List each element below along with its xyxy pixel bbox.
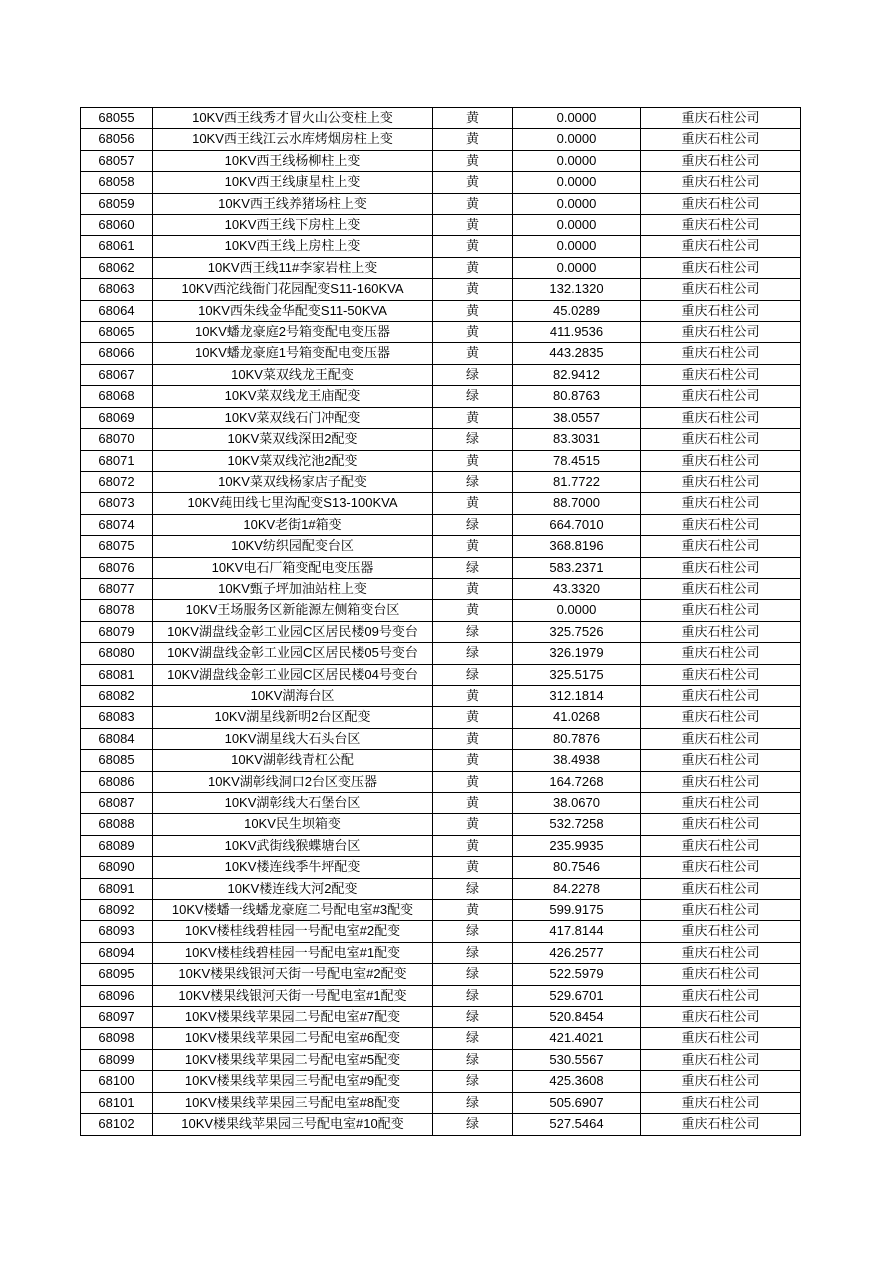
- cell-status: 黄: [433, 793, 513, 814]
- cell-value: 0.0000: [513, 236, 641, 257]
- table-row: [81, 172, 801, 193]
- data-table: [80, 107, 801, 1136]
- cell-id: 68063: [81, 279, 153, 300]
- cell-id: 68083: [81, 707, 153, 728]
- table-row: [81, 985, 801, 1006]
- cell-status: 黄: [433, 215, 513, 236]
- table-row: [81, 921, 801, 942]
- cell-name: 10KV楼桂线碧桂园一号配电室#1配变: [153, 942, 433, 963]
- cell-name: 10KV湖彰线洞口2台区变压器: [153, 771, 433, 792]
- cell-status: 绿: [433, 878, 513, 899]
- table-row: [81, 257, 801, 278]
- table-row: [81, 1049, 801, 1070]
- cell-company: 重庆石柱公司: [641, 793, 801, 814]
- cell-value: 325.7526: [513, 621, 641, 642]
- cell-id: 68078: [81, 600, 153, 621]
- cell-status: 绿: [433, 643, 513, 664]
- table-row: [81, 685, 801, 706]
- cell-name: 10KV老街1#箱变: [153, 514, 433, 535]
- cell-name: 10KV菜双线龙王配变: [153, 364, 433, 385]
- cell-status: 绿: [433, 621, 513, 642]
- cell-status: 黄: [433, 857, 513, 878]
- cell-value: 88.7000: [513, 493, 641, 514]
- cell-value: 411.9536: [513, 322, 641, 343]
- cell-value: 0.0000: [513, 172, 641, 193]
- table-row: [81, 386, 801, 407]
- cell-company: 重庆石柱公司: [641, 643, 801, 664]
- cell-company: 重庆石柱公司: [641, 857, 801, 878]
- cell-status: 绿: [433, 664, 513, 685]
- cell-status: 绿: [433, 429, 513, 450]
- cell-id: 68081: [81, 664, 153, 685]
- table-row: [81, 771, 801, 792]
- table-row: [81, 364, 801, 385]
- cell-name: 10KV菜双线石门冲配变: [153, 407, 433, 428]
- cell-status: 绿: [433, 942, 513, 963]
- cell-status: 黄: [433, 728, 513, 749]
- cell-name: 10KV楼果线苹果园三号配电室#8配变: [153, 1092, 433, 1113]
- cell-company: 重庆石柱公司: [641, 1049, 801, 1070]
- cell-id: 68094: [81, 942, 153, 963]
- cell-status: 黄: [433, 172, 513, 193]
- cell-value: 368.8196: [513, 536, 641, 557]
- table-row: [81, 728, 801, 749]
- cell-value: 583.2371: [513, 557, 641, 578]
- cell-status: 黄: [433, 600, 513, 621]
- cell-status: 绿: [433, 471, 513, 492]
- cell-value: 41.0268: [513, 707, 641, 728]
- cell-id: 68069: [81, 407, 153, 428]
- cell-company: 重庆石柱公司: [641, 1114, 801, 1135]
- cell-id: 68098: [81, 1028, 153, 1049]
- cell-id: 68065: [81, 322, 153, 343]
- cell-id: 68084: [81, 728, 153, 749]
- table-row: [81, 750, 801, 771]
- cell-value: 312.1814: [513, 685, 641, 706]
- cell-company: 重庆石柱公司: [641, 685, 801, 706]
- table-body: [81, 108, 801, 1136]
- table-row: [81, 1092, 801, 1113]
- cell-status: 黄: [433, 108, 513, 129]
- cell-name: 10KV楼桂线碧桂园一号配电室#2配变: [153, 921, 433, 942]
- table-row: [81, 514, 801, 535]
- cell-value: 529.6701: [513, 985, 641, 1006]
- cell-value: 425.3608: [513, 1071, 641, 1092]
- cell-name: 10KV楼果线苹果园二号配电室#5配变: [153, 1049, 433, 1070]
- table-row: [81, 450, 801, 471]
- cell-status: 黄: [433, 322, 513, 343]
- cell-value: 0.0000: [513, 129, 641, 150]
- cell-status: 黄: [433, 493, 513, 514]
- cell-status: 黄: [433, 257, 513, 278]
- cell-company: 重庆石柱公司: [641, 814, 801, 835]
- cell-status: 绿: [433, 514, 513, 535]
- cell-value: 43.3320: [513, 578, 641, 599]
- cell-company: 重庆石柱公司: [641, 236, 801, 257]
- cell-id: 68062: [81, 257, 153, 278]
- cell-id: 68073: [81, 493, 153, 514]
- table-row: [81, 621, 801, 642]
- cell-id: 68059: [81, 193, 153, 214]
- cell-id: 68079: [81, 621, 153, 642]
- cell-value: 81.7722: [513, 471, 641, 492]
- cell-company: 重庆石柱公司: [641, 257, 801, 278]
- cell-company: 重庆石柱公司: [641, 985, 801, 1006]
- cell-name: 10KV西王线11#李家岩柱上变: [153, 257, 433, 278]
- cell-value: 78.4515: [513, 450, 641, 471]
- table-row: [81, 322, 801, 343]
- cell-company: 重庆石柱公司: [641, 557, 801, 578]
- cell-name: 10KV湖盘线金彰工业园C区居民楼04号变台: [153, 664, 433, 685]
- table-row: [81, 857, 801, 878]
- cell-name: 10KV楼果线苹果园二号配电室#7配变: [153, 1007, 433, 1028]
- cell-name: 10KV楼果线苹果园二号配电室#6配变: [153, 1028, 433, 1049]
- cell-company: 重庆石柱公司: [641, 1092, 801, 1113]
- cell-status: 黄: [433, 129, 513, 150]
- cell-name: 10KV莼田线七里沟配变S13-100KVA: [153, 493, 433, 514]
- cell-company: 重庆石柱公司: [641, 750, 801, 771]
- cell-company: 重庆石柱公司: [641, 578, 801, 599]
- cell-company: 重庆石柱公司: [641, 343, 801, 364]
- cell-name: 10KV湖海台区: [153, 685, 433, 706]
- cell-value: 522.5979: [513, 964, 641, 985]
- cell-status: 黄: [433, 707, 513, 728]
- cell-id: 68058: [81, 172, 153, 193]
- cell-status: 黄: [433, 578, 513, 599]
- table-row: [81, 1028, 801, 1049]
- cell-name: 10KV湖盘线金彰工业园C区居民楼05号变台: [153, 643, 433, 664]
- cell-company: 重庆石柱公司: [641, 664, 801, 685]
- cell-id: 68055: [81, 108, 153, 129]
- cell-id: 68095: [81, 964, 153, 985]
- cell-name: 10KV楼果线银河天街一号配电室#1配变: [153, 985, 433, 1006]
- cell-value: 45.0289: [513, 300, 641, 321]
- cell-id: 68056: [81, 129, 153, 150]
- cell-name: 10KV楼蟠一线蟠龙豪庭二号配电室#3配变: [153, 900, 433, 921]
- cell-company: 重庆石柱公司: [641, 707, 801, 728]
- table-row: [81, 150, 801, 171]
- cell-company: 重庆石柱公司: [641, 364, 801, 385]
- cell-status: 黄: [433, 193, 513, 214]
- cell-company: 重庆石柱公司: [641, 193, 801, 214]
- cell-status: 绿: [433, 985, 513, 1006]
- table-row: [81, 1114, 801, 1135]
- cell-value: 505.6907: [513, 1092, 641, 1113]
- cell-value: 599.9175: [513, 900, 641, 921]
- cell-id: 68100: [81, 1071, 153, 1092]
- cell-name: 10KV西王线下房柱上变: [153, 215, 433, 236]
- table-row: [81, 279, 801, 300]
- cell-id: 68077: [81, 578, 153, 599]
- cell-value: 527.5464: [513, 1114, 641, 1135]
- cell-name: 10KV菜双线杨家店子配变: [153, 471, 433, 492]
- cell-company: 重庆石柱公司: [641, 493, 801, 514]
- cell-name: 10KV西王线上房柱上变: [153, 236, 433, 257]
- table-row: [81, 407, 801, 428]
- cell-name: 10KV菜双线龙王庙配变: [153, 386, 433, 407]
- table-row: [81, 493, 801, 514]
- table-row: [81, 578, 801, 599]
- cell-name: 10KV楼果线苹果园三号配电室#9配变: [153, 1071, 433, 1092]
- cell-id: 68061: [81, 236, 153, 257]
- cell-status: 绿: [433, 1049, 513, 1070]
- cell-status: 绿: [433, 1071, 513, 1092]
- cell-id: 68099: [81, 1049, 153, 1070]
- cell-status: 绿: [433, 1007, 513, 1028]
- cell-company: 重庆石柱公司: [641, 129, 801, 150]
- cell-name: 10KV武街线猴蝶塘台区: [153, 835, 433, 856]
- cell-value: 0.0000: [513, 150, 641, 171]
- table-row: [81, 300, 801, 321]
- cell-name: 10KV湖星线大石头台区: [153, 728, 433, 749]
- cell-company: 重庆石柱公司: [641, 921, 801, 942]
- cell-name: 10KV西王线江云水库烤烟房柱上变: [153, 129, 433, 150]
- cell-value: 664.7010: [513, 514, 641, 535]
- table-row: [81, 900, 801, 921]
- cell-status: 黄: [433, 343, 513, 364]
- cell-name: 10KV湖星线新明2台区配变: [153, 707, 433, 728]
- cell-value: 235.9935: [513, 835, 641, 856]
- table-row: [81, 557, 801, 578]
- cell-status: 黄: [433, 771, 513, 792]
- cell-name: 10KV西王线养猪场柱上变: [153, 193, 433, 214]
- cell-name: 10KV西沱线衙门花园配变S11-160KVA: [153, 279, 433, 300]
- cell-company: 重庆石柱公司: [641, 942, 801, 963]
- cell-name: 10KV纺织园配变台区: [153, 536, 433, 557]
- cell-status: 黄: [433, 300, 513, 321]
- cell-status: 绿: [433, 386, 513, 407]
- cell-status: 黄: [433, 750, 513, 771]
- cell-status: 绿: [433, 921, 513, 942]
- cell-company: 重庆石柱公司: [641, 215, 801, 236]
- cell-value: 132.1320: [513, 279, 641, 300]
- cell-value: 83.3031: [513, 429, 641, 450]
- cell-status: 黄: [433, 150, 513, 171]
- cell-id: 68067: [81, 364, 153, 385]
- cell-value: 38.0670: [513, 793, 641, 814]
- table-row: [81, 343, 801, 364]
- cell-company: 重庆石柱公司: [641, 964, 801, 985]
- cell-company: 重庆石柱公司: [641, 771, 801, 792]
- cell-value: 421.4021: [513, 1028, 641, 1049]
- cell-company: 重庆石柱公司: [641, 429, 801, 450]
- cell-value: 530.5567: [513, 1049, 641, 1070]
- cell-value: 82.9412: [513, 364, 641, 385]
- cell-name: 10KV蟠龙豪庭2号箱变配电变压器: [153, 322, 433, 343]
- cell-company: 重庆石柱公司: [641, 150, 801, 171]
- cell-value: 80.7546: [513, 857, 641, 878]
- cell-name: 10KV湖彰线青杠公配: [153, 750, 433, 771]
- table-row: [81, 429, 801, 450]
- table-row: [81, 215, 801, 236]
- cell-status: 黄: [433, 900, 513, 921]
- cell-company: 重庆石柱公司: [641, 600, 801, 621]
- cell-value: 426.2577: [513, 942, 641, 963]
- table-row: [81, 471, 801, 492]
- cell-name: 10KV菜双线沱池2配变: [153, 450, 433, 471]
- cell-id: 68097: [81, 1007, 153, 1028]
- cell-status: 绿: [433, 1028, 513, 1049]
- cell-company: 重庆石柱公司: [641, 514, 801, 535]
- table-row: [81, 707, 801, 728]
- cell-status: 绿: [433, 364, 513, 385]
- cell-company: 重庆石柱公司: [641, 322, 801, 343]
- table-row: [81, 964, 801, 985]
- cell-id: 68102: [81, 1114, 153, 1135]
- cell-id: 68091: [81, 878, 153, 899]
- cell-status: 黄: [433, 814, 513, 835]
- table-row: [81, 664, 801, 685]
- cell-name: 10KV湖盘线金彰工业园C区居民楼09号变台: [153, 621, 433, 642]
- table-row: [81, 878, 801, 899]
- cell-company: 重庆石柱公司: [641, 900, 801, 921]
- cell-company: 重庆石柱公司: [641, 1007, 801, 1028]
- cell-id: 68076: [81, 557, 153, 578]
- cell-status: 黄: [433, 685, 513, 706]
- cell-id: 68101: [81, 1092, 153, 1113]
- table-row: [81, 129, 801, 150]
- cell-id: 68080: [81, 643, 153, 664]
- cell-company: 重庆石柱公司: [641, 279, 801, 300]
- cell-status: 绿: [433, 557, 513, 578]
- cell-value: 325.5175: [513, 664, 641, 685]
- cell-id: 68086: [81, 771, 153, 792]
- cell-status: 黄: [433, 536, 513, 557]
- cell-value: 520.8454: [513, 1007, 641, 1028]
- cell-value: 84.2278: [513, 878, 641, 899]
- cell-value: 0.0000: [513, 193, 641, 214]
- cell-name: 10KV西朱线金华配变S11-50KVA: [153, 300, 433, 321]
- cell-value: 80.8763: [513, 386, 641, 407]
- cell-value: 326.1979: [513, 643, 641, 664]
- cell-value: 164.7268: [513, 771, 641, 792]
- cell-status: 黄: [433, 236, 513, 257]
- cell-company: 重庆石柱公司: [641, 728, 801, 749]
- table-row: [81, 600, 801, 621]
- cell-company: 重庆石柱公司: [641, 1028, 801, 1049]
- cell-status: 绿: [433, 1092, 513, 1113]
- cell-company: 重庆石柱公司: [641, 878, 801, 899]
- cell-name: 10KV西王线秀才冒火山公变柱上变: [153, 108, 433, 129]
- cell-status: 黄: [433, 835, 513, 856]
- cell-id: 68075: [81, 536, 153, 557]
- table-row: [81, 236, 801, 257]
- cell-company: 重庆石柱公司: [641, 1071, 801, 1092]
- cell-name: 10KV西王线康星柱上变: [153, 172, 433, 193]
- cell-value: 38.0557: [513, 407, 641, 428]
- table-row: [81, 1007, 801, 1028]
- table-row: [81, 643, 801, 664]
- cell-status: 黄: [433, 279, 513, 300]
- cell-name: 10KV楼果线银河天街一号配电室#2配变: [153, 964, 433, 985]
- cell-name: 10KV菜双线深田2配变: [153, 429, 433, 450]
- cell-id: 68057: [81, 150, 153, 171]
- cell-name: 10KV王场服务区新能源左侧箱变台区: [153, 600, 433, 621]
- cell-id: 68089: [81, 835, 153, 856]
- cell-status: 绿: [433, 964, 513, 985]
- cell-name: 10KV甄子坪加油站柱上变: [153, 578, 433, 599]
- cell-value: 38.4938: [513, 750, 641, 771]
- cell-name: 10KV电石厂箱变配电变压器: [153, 557, 433, 578]
- table-row: [81, 835, 801, 856]
- cell-value: 443.2835: [513, 343, 641, 364]
- cell-name: 10KV楼连线季牛坪配变: [153, 857, 433, 878]
- cell-name: 10KV楼果线苹果园三号配电室#10配变: [153, 1114, 433, 1135]
- cell-id: 68066: [81, 343, 153, 364]
- cell-value: 0.0000: [513, 215, 641, 236]
- cell-status: 黄: [433, 450, 513, 471]
- cell-value: 80.7876: [513, 728, 641, 749]
- cell-value: 0.0000: [513, 108, 641, 129]
- cell-value: 0.0000: [513, 600, 641, 621]
- cell-id: 68090: [81, 857, 153, 878]
- cell-company: 重庆石柱公司: [641, 172, 801, 193]
- cell-id: 68071: [81, 450, 153, 471]
- cell-id: 68092: [81, 900, 153, 921]
- cell-id: 68068: [81, 386, 153, 407]
- table-row: [81, 193, 801, 214]
- cell-name: 10KV西王线杨柳柱上变: [153, 150, 433, 171]
- cell-id: 68060: [81, 215, 153, 236]
- cell-id: 68074: [81, 514, 153, 535]
- table-row: [81, 942, 801, 963]
- table-row: [81, 793, 801, 814]
- cell-name: 10KV湖彰线大石堡台区: [153, 793, 433, 814]
- cell-id: 68093: [81, 921, 153, 942]
- cell-name: 10KV民生坝箱变: [153, 814, 433, 835]
- table-row: [81, 536, 801, 557]
- table-row: [81, 108, 801, 129]
- table-row: [81, 1071, 801, 1092]
- cell-id: 68072: [81, 471, 153, 492]
- cell-name: 10KV蟠龙豪庭1号箱变配电变压器: [153, 343, 433, 364]
- cell-company: 重庆石柱公司: [641, 108, 801, 129]
- cell-value: 532.7258: [513, 814, 641, 835]
- cell-company: 重庆石柱公司: [641, 471, 801, 492]
- cell-id: 68070: [81, 429, 153, 450]
- cell-company: 重庆石柱公司: [641, 407, 801, 428]
- cell-company: 重庆石柱公司: [641, 835, 801, 856]
- cell-value: 417.8144: [513, 921, 641, 942]
- cell-id: 68082: [81, 685, 153, 706]
- cell-value: 0.0000: [513, 257, 641, 278]
- cell-company: 重庆石柱公司: [641, 300, 801, 321]
- cell-status: 黄: [433, 407, 513, 428]
- cell-company: 重庆石柱公司: [641, 450, 801, 471]
- cell-id: 68085: [81, 750, 153, 771]
- cell-status: 绿: [433, 1114, 513, 1135]
- cell-company: 重庆石柱公司: [641, 621, 801, 642]
- cell-company: 重庆石柱公司: [641, 536, 801, 557]
- cell-company: 重庆石柱公司: [641, 386, 801, 407]
- cell-id: 68096: [81, 985, 153, 1006]
- cell-name: 10KV楼连线大河2配变: [153, 878, 433, 899]
- cell-id: 68087: [81, 793, 153, 814]
- cell-id: 68088: [81, 814, 153, 835]
- cell-id: 68064: [81, 300, 153, 321]
- table-row: [81, 814, 801, 835]
